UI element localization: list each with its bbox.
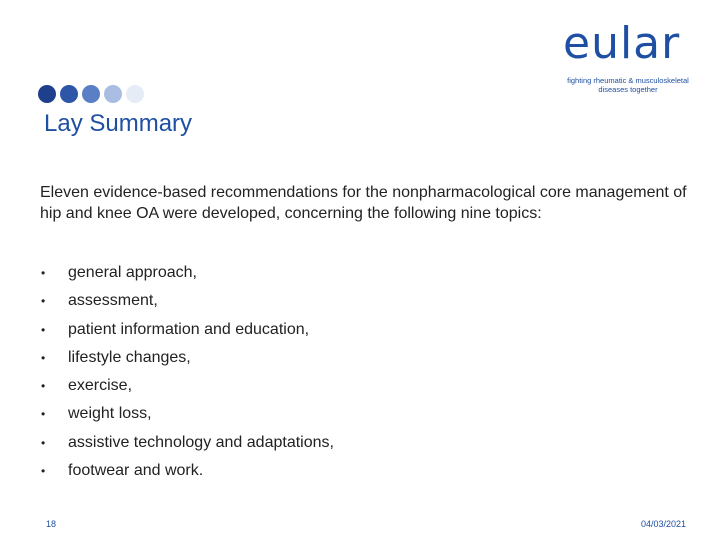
topic-text: assessment, [68,292,158,310]
decorative-dots [38,85,144,103]
topics-list [40,261,334,487]
list-item [40,402,334,430]
topic-text: assistive technology and adaptations, [68,433,334,451]
list-item [40,318,334,346]
topic-text: footwear and work. [68,462,204,480]
bullet-icon: • [41,322,46,337]
topic-text: exercise, [68,377,133,395]
topic-text: patient information and education, [68,320,310,338]
dot-icon [60,85,78,103]
list-item [40,431,334,459]
eular-logo [563,18,703,94]
logo-wordmark: eular [563,18,681,69]
dot-icon [38,85,56,103]
slide-date: 04/03/2021 [640,519,686,529]
topic-text: lifestyle changes, [68,348,191,366]
dot-icon [104,85,122,103]
logo-tagline-line2: diseases together [598,85,658,94]
list-item [40,459,334,487]
list-item [40,374,334,402]
topic-text: general approach, [68,264,197,281]
bullet-icon: • [41,294,46,309]
bullet-icon: • [41,350,46,365]
slide-title: Lay Summary [44,110,193,137]
bullet-icon: • [41,407,46,422]
list-item [40,261,334,289]
dot-icon [126,85,144,103]
bullet-icon: • [41,379,46,394]
dot-icon [82,85,100,103]
bullet-icon: • [41,464,46,479]
logo-tagline [563,76,693,94]
page-number: 18 [46,519,57,529]
bullet-icon: • [41,435,46,450]
intro-paragraph: Eleven evidence-based recommendations for the nonpharmacological core management of hip and knee OA were developed, concerning the following nine topics: [40,184,687,222]
list-item [40,346,334,374]
logo-tagline-line1: fighting rheumatic & musculoskeletal [567,76,689,85]
topic-text: weight loss, [68,405,152,423]
list-item [40,289,334,317]
bullet-icon: • [41,266,46,280]
